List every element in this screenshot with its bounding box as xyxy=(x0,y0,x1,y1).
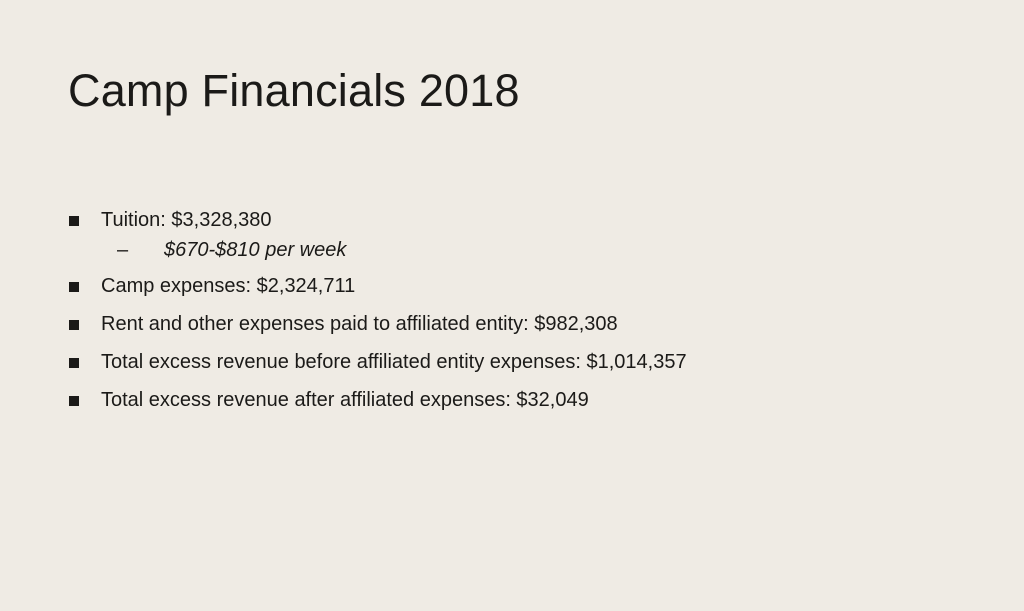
sub-bullet-text: $670-$810 per week xyxy=(164,239,347,261)
slide-title: Camp Financials 2018 xyxy=(68,65,520,116)
bullet-item-camp-expenses xyxy=(68,273,998,299)
bullet-text: Total excess revenue after affiliated expenses: $32,049 xyxy=(101,389,589,411)
bullet-item-excess-after xyxy=(68,387,998,413)
bullet-text: Rent and other expenses paid to affiliated entity: $982,308 xyxy=(101,313,618,335)
bullet-item-tuition xyxy=(68,207,998,263)
square-bullet-icon xyxy=(69,282,79,292)
square-bullet-icon xyxy=(69,216,79,226)
sub-bullet-list xyxy=(101,237,998,263)
bullet-item-excess-before xyxy=(68,349,998,375)
sub-bullet-item-weekly-rate xyxy=(117,237,998,263)
square-bullet-icon xyxy=(69,320,79,330)
bullet-text: Tuition: $3,328,380 xyxy=(101,209,272,231)
bullet-text: Total excess revenue before affiliated entity expenses: $1,014,357 xyxy=(101,351,687,373)
bullet-list xyxy=(68,207,998,425)
bullet-text: Camp expenses: $2,324,711 xyxy=(101,275,356,297)
dash-bullet-icon: – xyxy=(117,239,129,261)
square-bullet-icon xyxy=(69,358,79,368)
square-bullet-icon xyxy=(69,396,79,406)
bullet-item-rent-expenses xyxy=(68,311,998,337)
